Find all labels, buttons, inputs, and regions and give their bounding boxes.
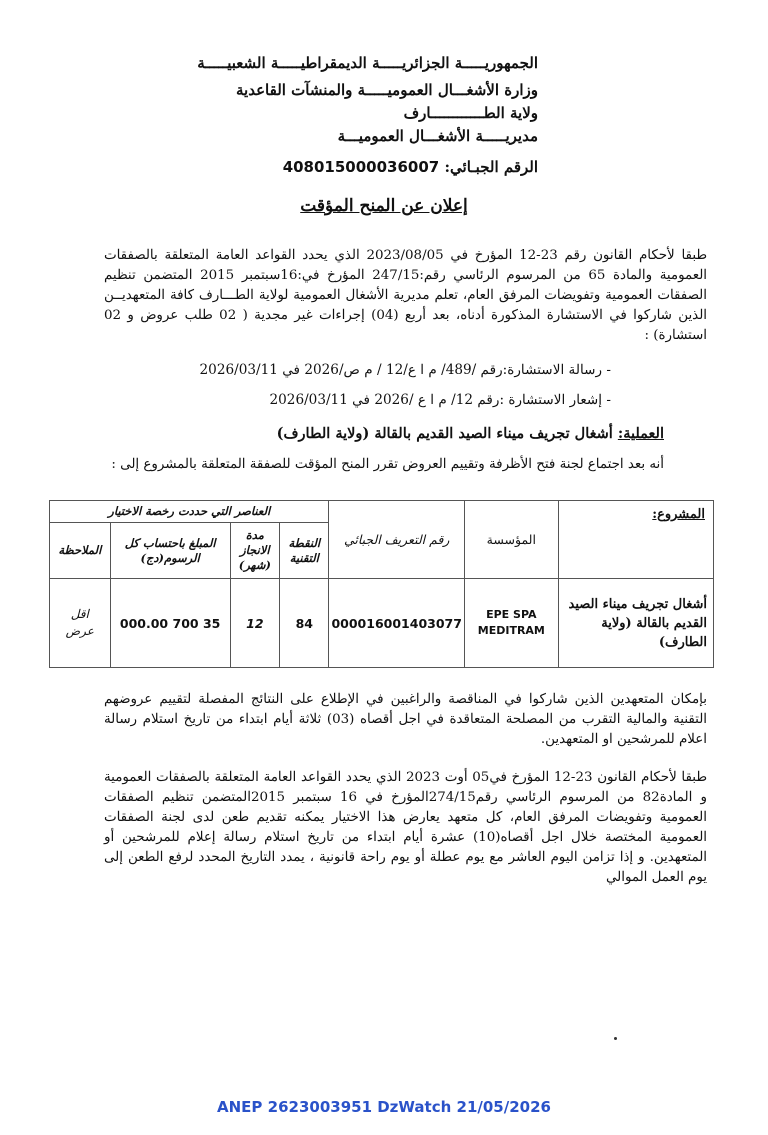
- cell-amount: 35 700 000.00: [110, 579, 230, 668]
- header-republic: الجمهوريـــــة الجزائريـــــة الديمقراطيـــــة الشعبيـــــة: [197, 54, 538, 72]
- cell-remark: اقل عرض: [50, 579, 111, 668]
- stray-mark: [614, 1037, 617, 1040]
- col-duration-header: مدة الانجاز (شهر): [230, 523, 279, 579]
- table-row: [50, 579, 714, 668]
- operation-label: العملية:: [617, 425, 664, 442]
- header-ministry: وزارة الأشغـــال العموميـــــة والمنشآت القاعدية: [236, 81, 538, 99]
- decision-intro: أنه بعد اجتماع لجنة فتح الأظرفة وتقييم العروض تقرر المنح المؤقت للصفقة المتعلقة بالمشروع إلى :: [111, 457, 664, 472]
- cell-project: أشغال تجريف ميناء الصيد القديم بالقالة (ولاية الطارف): [558, 579, 713, 668]
- header-directorate: مديريـــــة الأشغـــال العموميـــة: [337, 127, 538, 145]
- fiscal-number: 408015000036007: [282, 158, 440, 176]
- appeal-paragraph: طبقا لأحكام القانون 23-12 المؤرخ في05 أوت 2023 الذي يحدد القواعد العامة المتعلقة بالصفقات العمومية و المادة82 من المرسوم الرئاسي رقم274/15المؤرخ في 16 سبتمبر 2015المتضمن تنظيم الصفقات العمومية وتفويضات المرفق العام، كل متعهد يعارض هذا الاختيار يمكنه تقديم طعن لدى لجنة الصفقات العمومية المختصة خلال اجل أقصاه(10) عشرة أيام ابتداء من تاريخ استلام رسالة إعلام للمرشحين أو المتعهدين. و إذا تزامن اليوم العاشر مع يوم عطلة أو يوم راحة قانونية ، يمدد التاريخ المحدد لرفع الطعن إلى يوم العمل الموالي: [104, 770, 707, 885]
- col-remark-header: الملاحظة: [50, 523, 111, 579]
- intro-paragraph: طبقا لأحكام القانون رقم 23-12 المؤرخ في 2023/08/05 الذي يحدد القواعد العامة المتعلقة بالصفقات العمومية والمادة 65 من المرسوم الرئاسي رقم:247/15 المؤرخ في:16سبتمبر 2015 المتضمن تنظيم الصفقات العمومية وتفويضات المرفق العام، تعلم مديرية الأشغال العمومية لولاية الطـــارف كافة المتعهديــن الذين شاركوا في الاستشارة المذكورة أدناه، بعد أربع (04) إجراءات غير مجدية ( 02 طلب عروض و 02 استشارة) :: [104, 248, 708, 343]
- footer-reference: ANEP 2623003951 DzWatch 21/05/2026: [217, 1098, 551, 1116]
- cell-company: EPE SPA MEDITRAM: [464, 579, 558, 668]
- results-info-paragraph: بإمكان المتعهدين الذين شاركوا في المناقصة والراغبين في الإطلاع على النتائج المفصلة لتقييم عروضهم التقنية والمالية التقرب من المصلحة المتعاقدة في اجل أقصاه (03) ثلاثة أيام ابتداء من تاريخ استلام رسالة اعلام للمرشحين او المتعهدين.: [104, 692, 708, 747]
- table-header-row-top: [50, 501, 714, 523]
- document-title: إعلان عن المنح المؤقت: [300, 196, 468, 216]
- col-score-header: النقطة التقنية: [280, 523, 329, 579]
- cell-nif: 000016001403077: [329, 579, 464, 668]
- bullet-consultation-letter: - رسالة الاستشارة:رقم /489/ م ا ع/12 / م ص/2026 في 2026/03/11: [199, 362, 611, 378]
- cell-score: 84: [280, 579, 329, 668]
- col-company-header: المؤسسة: [464, 501, 558, 579]
- header-wilaya: ولاية الطــــــــــــارف: [403, 104, 538, 122]
- bullet-consultation-notice: - إشعار الاستشارة :رقم 12/ م ا ع /2026 في 2026/03/11: [269, 392, 611, 408]
- col-nif-header: رقم التعريف الجبائي: [329, 501, 464, 579]
- operation-line: [277, 425, 664, 442]
- award-table: [49, 500, 714, 668]
- cell-duration: 12: [230, 579, 279, 668]
- col-amount-header: المبلغ باحتساب كل الرسوم(دج): [110, 523, 230, 579]
- fiscal-id: [283, 158, 538, 176]
- fiscal-label: الرقم الجبـائي:: [444, 158, 538, 176]
- criteria-header: العناصر التي حددت رخصة الاختيار: [50, 501, 329, 523]
- col-project-header: المشروع:: [558, 501, 713, 579]
- operation-text: أشغال تجريف ميناء الصيد القديم بالقالة (ولاية الطارف): [276, 425, 618, 442]
